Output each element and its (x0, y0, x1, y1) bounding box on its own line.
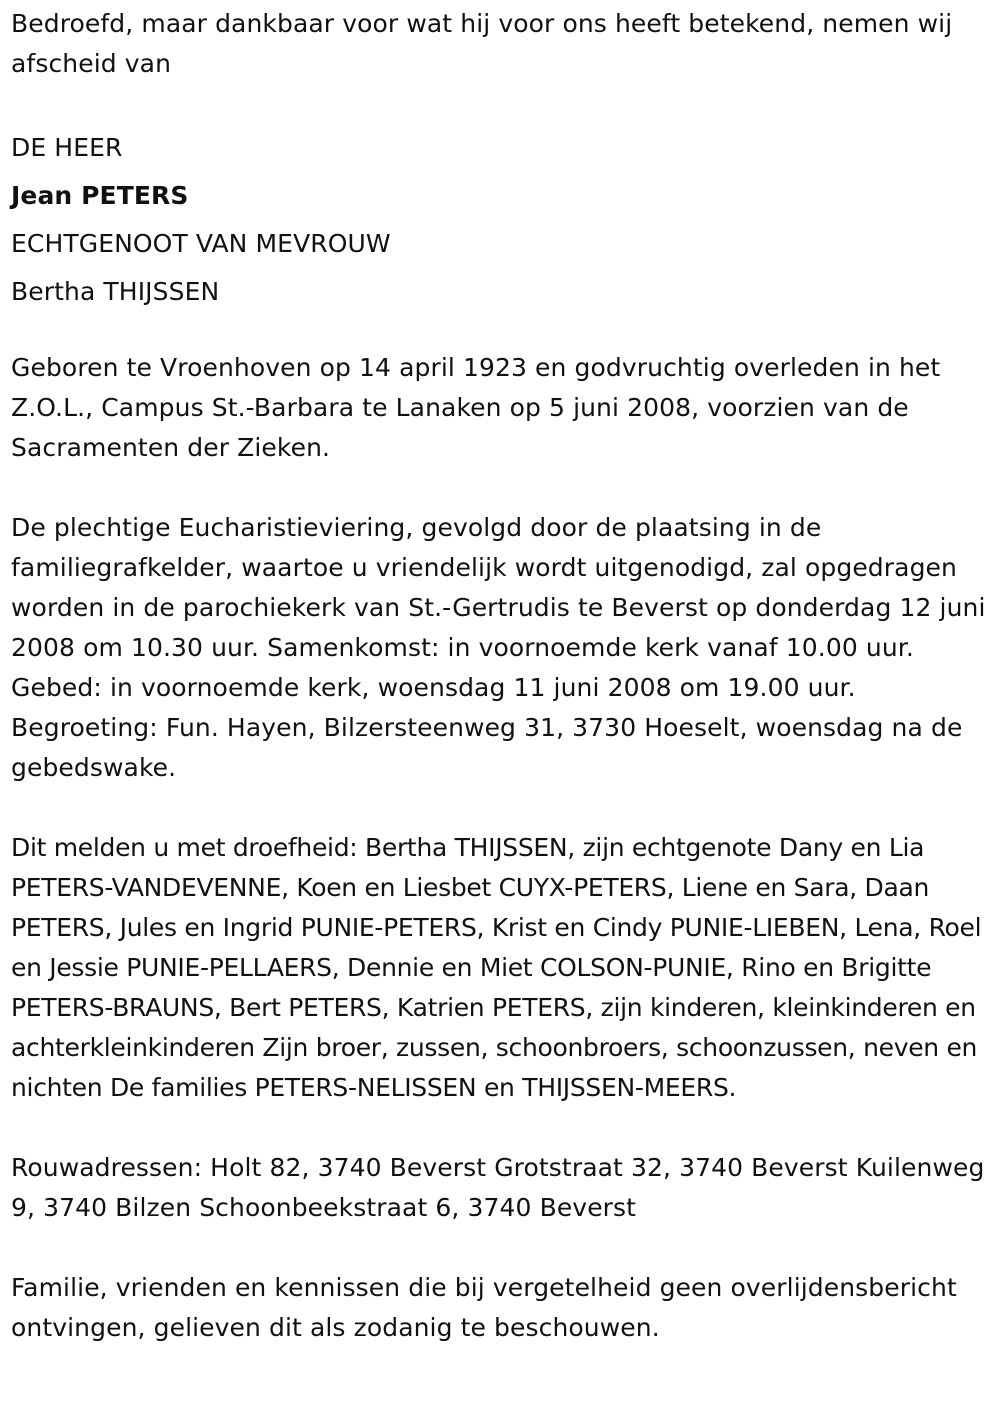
intro-paragraph: Bedroefd, maar dankbaar voor wat hij voor ons heeft betekend, nemen wij afscheid van (11, 9, 953, 78)
deceased-block (11, 124, 993, 316)
spouse-name: Bertha THIJSSEN (11, 277, 220, 306)
closing-paragraph: Familie, vrienden en kennissen die bij vergetelheid geen overlijdensbericht ontvingen, gelieven dit als zodanig te beschouwen. (11, 1273, 957, 1342)
spouse-label: ECHTGENOOT VAN MEVROUW (11, 229, 391, 258)
spacer (11, 1228, 993, 1268)
ceremony-paragraph: De plechtige Eucharistieviering, gevolgd door de plaatsing in de familiegrafkelder, waartoe u vriendelijk wordt uitgenodigd, zal opgedragen worden in de parochiekerk van St.-Gertrudis te Beverst op donderdag 12 juni 2008 om 10.30 uur. Samenkomst: in voornoemde kerk vanaf 10.00 uur. Gebed: in voornoemde kerk, woensdag 11 juni 2008 om 19.00 uur. Begroeting: Fun. Hayen, Bilzersteenweg 31, 3730 Hoeselt, woensdag na de gebedswake. (11, 513, 986, 782)
spacer (11, 468, 993, 508)
deceased-name: Jean PETERS (11, 181, 189, 210)
title-prefix: DE HEER (11, 133, 123, 162)
spacer (11, 788, 993, 828)
addresses-paragraph: Rouwadressen: Holt 82, 3740 Beverst Grotstraat 32, 3740 Beverst Kuilenweg 9, 3740 Bilzen Schoonbeekstraat 6, 3740 Beverst (11, 1153, 985, 1222)
birth-death-paragraph: Geboren te Vroenhoven op 14 april 1923 en godvruchtig overleden in het Z.O.L., Campus St.-Barbara te Lanaken op 5 juni 2008, voorzien van de Sacramenten der Zieken. (11, 353, 941, 462)
spacer (11, 84, 993, 124)
obituary-notice (11, 4, 993, 1348)
announcement-paragraph: Dit melden u met droefheid: Bertha THIJSSEN, zijn echtgenote Dany en Lia PETERS-VANDEVENNE, Koen en Liesbet CUYX-PETERS, Liene en Sara, Daan PETERS, Jules en Ingrid PUNIE-PETERS, Krist en Cindy PUNIE-LIEBEN, Lena, Roel en Jessie PUNIE-PELLAERS, Dennie en Miet COLSON-PUNIE, Rino en Brigitte PETERS-BRAUNS, Bert PETERS, Katrien PETERS, zijn kinderen, kleinkinderen en achterkleinkinderen Zijn broer, zussen, schoonbroers, schoonzussen, neven en nichten De families PETERS-NELISSEN en THIJSSEN-MEERS. (11, 833, 982, 1102)
spacer (11, 1108, 993, 1148)
spacer (11, 316, 993, 348)
